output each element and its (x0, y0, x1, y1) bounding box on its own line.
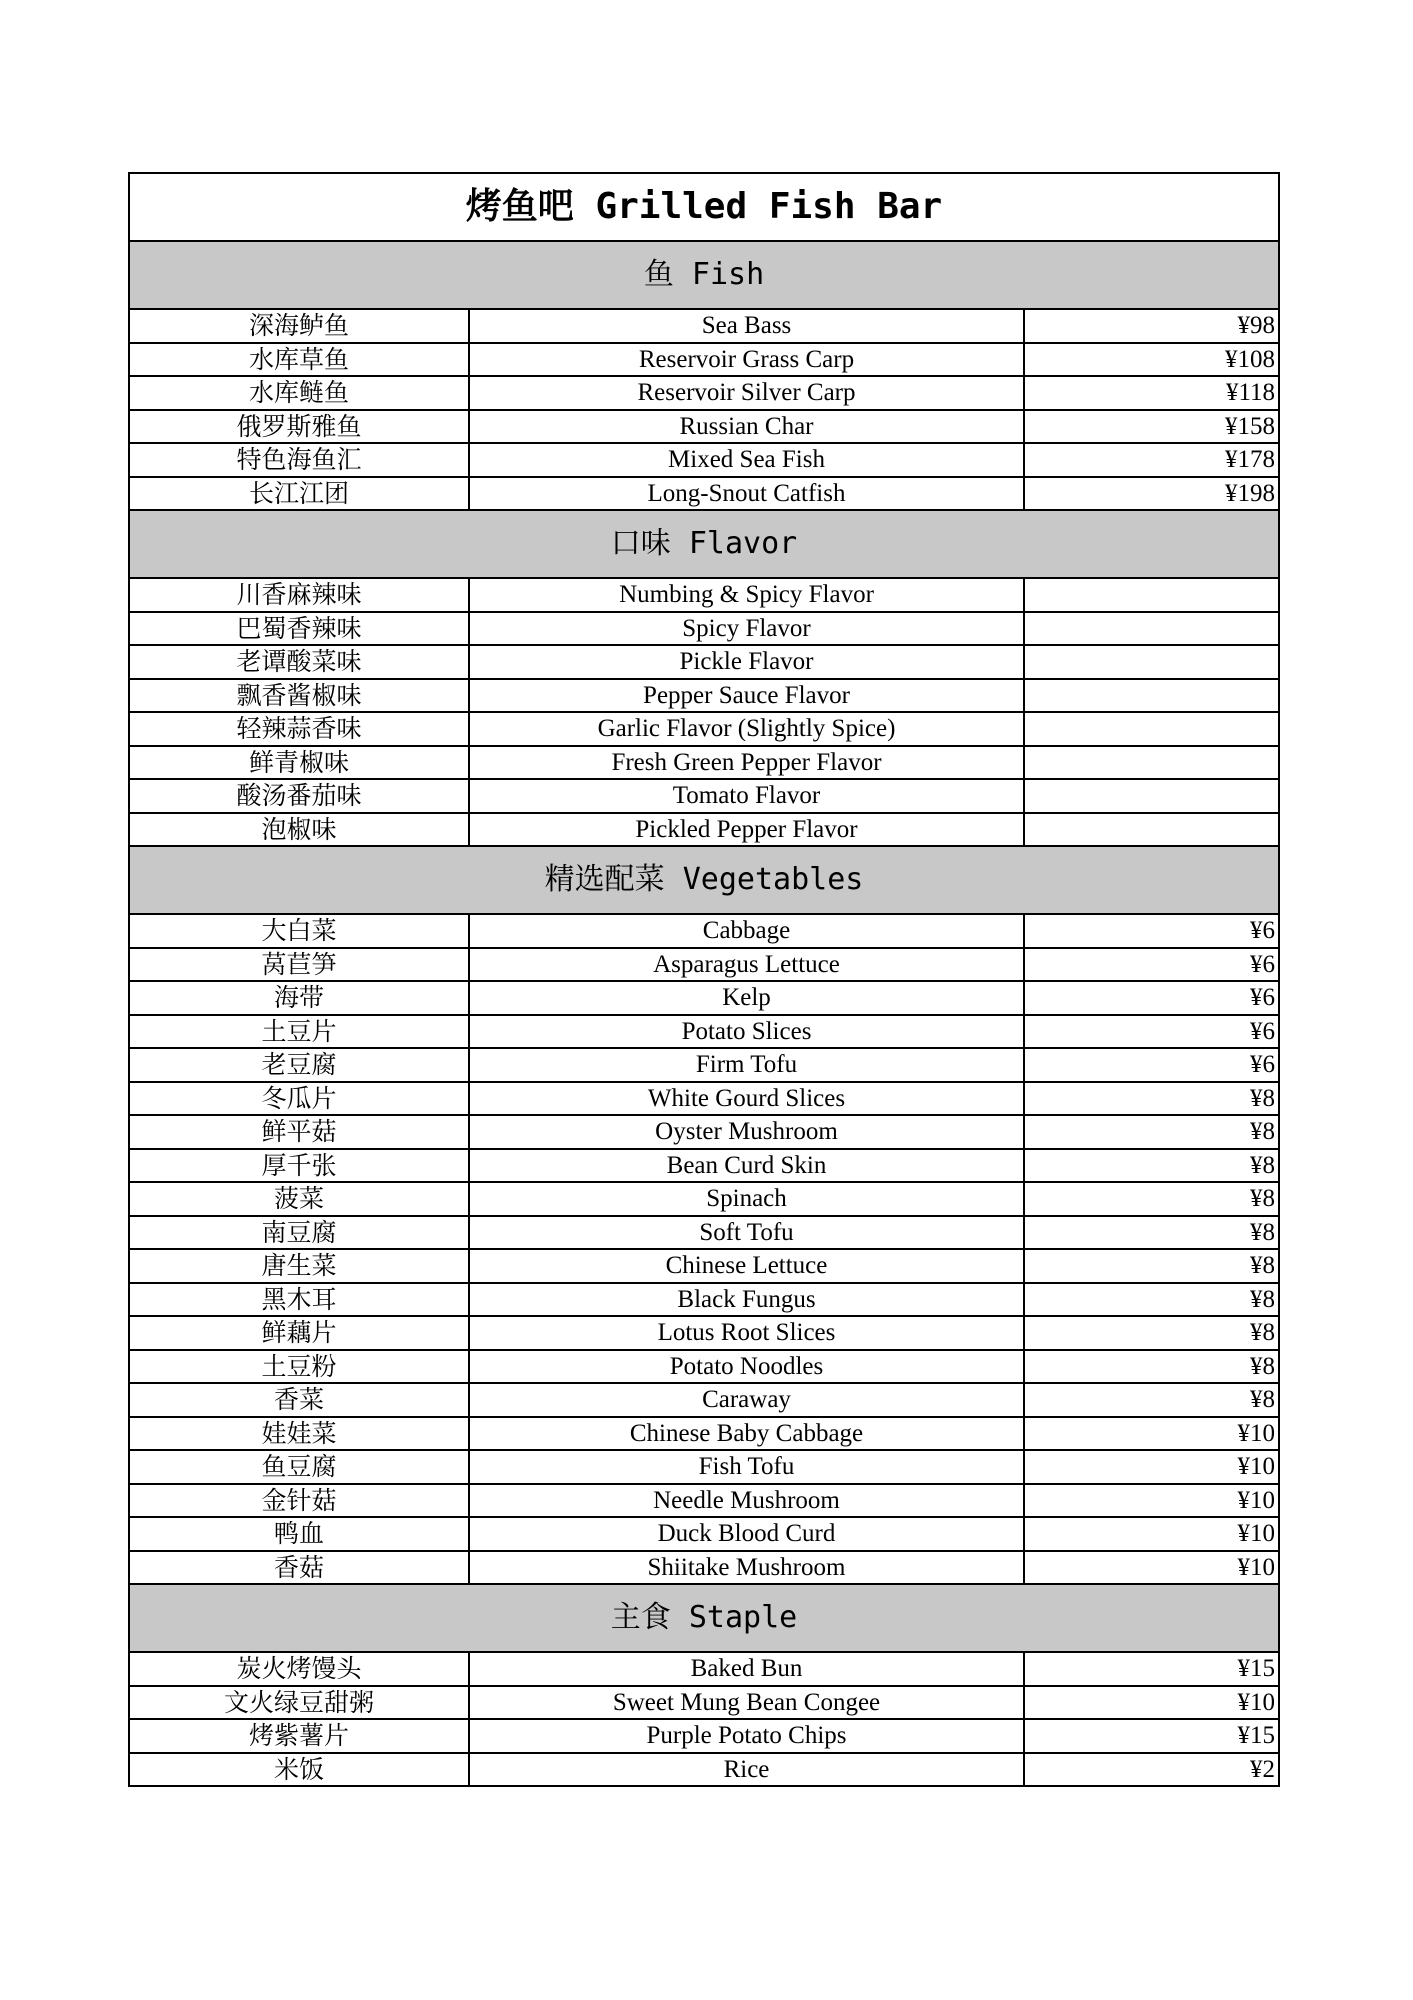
section-header-row (129, 846, 1279, 914)
item-price: ¥10 (1024, 1551, 1279, 1585)
menu-item-row (129, 1417, 1279, 1451)
menu-item-row (129, 578, 1279, 612)
menu-item-row (129, 612, 1279, 646)
item-english-name: Asparagus Lettuce (469, 948, 1024, 982)
menu-item-row (129, 1450, 1279, 1484)
item-english-name: Shiitake Mushroom (469, 1551, 1024, 1585)
item-english-name: Potato Noodles (469, 1350, 1024, 1384)
section-heading: 鱼 Fish (129, 241, 1279, 309)
item-chinese-name: 水库草鱼 (129, 343, 469, 377)
item-chinese-name: 水库鲢鱼 (129, 376, 469, 410)
menu-item-row (129, 1182, 1279, 1216)
item-english-name: White Gourd Slices (469, 1082, 1024, 1116)
item-price: ¥6 (1024, 981, 1279, 1015)
item-price: ¥10 (1024, 1686, 1279, 1720)
menu-item-row (129, 1048, 1279, 1082)
item-english-name: Black Fungus (469, 1283, 1024, 1317)
menu-item-row (129, 1551, 1279, 1585)
item-price: ¥8 (1024, 1249, 1279, 1283)
item-price: ¥10 (1024, 1484, 1279, 1518)
item-chinese-name: 特色海鱼汇 (129, 443, 469, 477)
item-price: ¥198 (1024, 477, 1279, 511)
item-english-name: Reservoir Grass Carp (469, 343, 1024, 377)
menu-item-row (129, 1015, 1279, 1049)
section-header-row (129, 510, 1279, 578)
item-chinese-name: 俄罗斯雅鱼 (129, 410, 469, 444)
item-price: ¥2 (1024, 1753, 1279, 1787)
item-chinese-name: 长江江团 (129, 477, 469, 511)
item-english-name: Garlic Flavor (Slightly Spice) (469, 712, 1024, 746)
menu-item-row (129, 813, 1279, 847)
item-price: ¥6 (1024, 1015, 1279, 1049)
item-price: ¥6 (1024, 1048, 1279, 1082)
menu-item-row (129, 1484, 1279, 1518)
item-english-name: Chinese Baby Cabbage (469, 1417, 1024, 1451)
section-heading: 口味 Flavor (129, 510, 1279, 578)
item-price: ¥10 (1024, 1417, 1279, 1451)
item-english-name: Russian Char (469, 410, 1024, 444)
item-chinese-name: 金针菇 (129, 1484, 469, 1518)
item-english-name: Potato Slices (469, 1015, 1024, 1049)
item-chinese-name: 南豆腐 (129, 1216, 469, 1250)
item-price (1024, 645, 1279, 679)
item-english-name: Needle Mushroom (469, 1484, 1024, 1518)
item-english-name: Sweet Mung Bean Congee (469, 1686, 1024, 1720)
item-english-name: Tomato Flavor (469, 779, 1024, 813)
item-chinese-name: 川香麻辣味 (129, 578, 469, 612)
item-english-name: Oyster Mushroom (469, 1115, 1024, 1149)
item-english-name: Sea Bass (469, 309, 1024, 343)
item-chinese-name: 大白菜 (129, 914, 469, 948)
item-chinese-name: 黑木耳 (129, 1283, 469, 1317)
item-price (1024, 612, 1279, 646)
item-chinese-name: 海带 (129, 981, 469, 1015)
item-english-name: Bean Curd Skin (469, 1149, 1024, 1183)
item-price (1024, 779, 1279, 813)
item-chinese-name: 香菜 (129, 1383, 469, 1417)
item-chinese-name: 香菇 (129, 1551, 469, 1585)
item-price: ¥8 (1024, 1383, 1279, 1417)
item-chinese-name: 娃娃菜 (129, 1417, 469, 1451)
menu-item-row (129, 1350, 1279, 1384)
item-english-name: Cabbage (469, 914, 1024, 948)
menu-item-row (129, 376, 1279, 410)
menu-item-row (129, 343, 1279, 377)
item-english-name: Baked Bun (469, 1652, 1024, 1686)
item-chinese-name: 深海鲈鱼 (129, 309, 469, 343)
item-english-name: Lotus Root Slices (469, 1316, 1024, 1350)
item-english-name: Spicy Flavor (469, 612, 1024, 646)
item-english-name: Reservoir Silver Carp (469, 376, 1024, 410)
item-english-name: Soft Tofu (469, 1216, 1024, 1250)
menu-item-row (129, 712, 1279, 746)
item-chinese-name: 厚千张 (129, 1149, 469, 1183)
menu-item-row (129, 410, 1279, 444)
item-chinese-name: 米饭 (129, 1753, 469, 1787)
menu-title: 烤鱼吧 Grilled Fish Bar (129, 173, 1279, 241)
section-heading: 精选配菜 Vegetables (129, 846, 1279, 914)
item-chinese-name: 唐生菜 (129, 1249, 469, 1283)
item-english-name: Purple Potato Chips (469, 1719, 1024, 1753)
item-price: ¥118 (1024, 376, 1279, 410)
menu-item-row (129, 1115, 1279, 1149)
item-chinese-name: 菠菜 (129, 1182, 469, 1216)
menu-item-row (129, 981, 1279, 1015)
item-english-name: Rice (469, 1753, 1024, 1787)
item-chinese-name: 鲜藕片 (129, 1316, 469, 1350)
menu-item-row (129, 645, 1279, 679)
menu-item-row (129, 779, 1279, 813)
item-chinese-name: 轻辣蒜香味 (129, 712, 469, 746)
item-price: ¥6 (1024, 948, 1279, 982)
item-price: ¥158 (1024, 410, 1279, 444)
item-price (1024, 578, 1279, 612)
item-price (1024, 746, 1279, 780)
menu-item-row (129, 1082, 1279, 1116)
item-price (1024, 813, 1279, 847)
item-chinese-name: 巴蜀香辣味 (129, 612, 469, 646)
item-english-name: Firm Tofu (469, 1048, 1024, 1082)
menu-item-row (129, 309, 1279, 343)
menu-item-row (129, 477, 1279, 511)
item-chinese-name: 飘香酱椒味 (129, 679, 469, 713)
item-price: ¥98 (1024, 309, 1279, 343)
item-chinese-name: 文火绿豆甜粥 (129, 1686, 469, 1720)
item-english-name: Duck Blood Curd (469, 1517, 1024, 1551)
item-chinese-name: 莴苣笋 (129, 948, 469, 982)
item-price (1024, 679, 1279, 713)
item-price: ¥10 (1024, 1517, 1279, 1551)
item-chinese-name: 鲜平菇 (129, 1115, 469, 1149)
item-chinese-name: 酸汤番茄味 (129, 779, 469, 813)
menu-item-row (129, 1249, 1279, 1283)
item-price (1024, 712, 1279, 746)
item-english-name: Fish Tofu (469, 1450, 1024, 1484)
item-english-name: Kelp (469, 981, 1024, 1015)
item-chinese-name: 土豆片 (129, 1015, 469, 1049)
item-price: ¥178 (1024, 443, 1279, 477)
item-english-name: Pickled Pepper Flavor (469, 813, 1024, 847)
item-price: ¥8 (1024, 1350, 1279, 1384)
menu-item-row (129, 1316, 1279, 1350)
menu-item-row (129, 679, 1279, 713)
item-chinese-name: 炭火烤馒头 (129, 1652, 469, 1686)
menu-item-row (129, 1216, 1279, 1250)
item-price: ¥8 (1024, 1316, 1279, 1350)
item-price: ¥10 (1024, 1450, 1279, 1484)
menu-item-row (129, 1686, 1279, 1720)
item-price: ¥8 (1024, 1283, 1279, 1317)
menu-item-row (129, 1383, 1279, 1417)
item-chinese-name: 冬瓜片 (129, 1082, 469, 1116)
section-heading: 主食 Staple (129, 1584, 1279, 1652)
item-price: ¥8 (1024, 1216, 1279, 1250)
item-price: ¥6 (1024, 914, 1279, 948)
item-english-name: Pickle Flavor (469, 645, 1024, 679)
item-chinese-name: 鸭血 (129, 1517, 469, 1551)
item-chinese-name: 老豆腐 (129, 1048, 469, 1082)
item-chinese-name: 鱼豆腐 (129, 1450, 469, 1484)
item-english-name: Long-Snout Catfish (469, 477, 1024, 511)
item-english-name: Chinese Lettuce (469, 1249, 1024, 1283)
menu-table (128, 172, 1280, 1787)
item-price: ¥8 (1024, 1149, 1279, 1183)
menu-item-row (129, 1719, 1279, 1753)
item-price: ¥8 (1024, 1182, 1279, 1216)
section-header-row (129, 241, 1279, 309)
item-chinese-name: 老谭酸菜味 (129, 645, 469, 679)
item-english-name: Caraway (469, 1383, 1024, 1417)
item-chinese-name: 泡椒味 (129, 813, 469, 847)
title-row (129, 173, 1279, 241)
menu-item-row (129, 914, 1279, 948)
menu-item-row (129, 746, 1279, 780)
item-english-name: Pepper Sauce Flavor (469, 679, 1024, 713)
item-english-name: Spinach (469, 1182, 1024, 1216)
menu-item-row (129, 1652, 1279, 1686)
menu-item-row (129, 1517, 1279, 1551)
menu-item-row (129, 948, 1279, 982)
item-english-name: Numbing & Spicy Flavor (469, 578, 1024, 612)
item-price: ¥8 (1024, 1115, 1279, 1149)
item-price: ¥108 (1024, 343, 1279, 377)
item-chinese-name: 鲜青椒味 (129, 746, 469, 780)
item-english-name: Mixed Sea Fish (469, 443, 1024, 477)
menu-body (129, 173, 1279, 1786)
item-chinese-name: 烤紫薯片 (129, 1719, 469, 1753)
menu-item-row (129, 443, 1279, 477)
item-chinese-name: 土豆粉 (129, 1350, 469, 1384)
item-english-name: Fresh Green Pepper Flavor (469, 746, 1024, 780)
item-price: ¥15 (1024, 1652, 1279, 1686)
section-header-row (129, 1584, 1279, 1652)
item-price: ¥15 (1024, 1719, 1279, 1753)
menu-item-row (129, 1753, 1279, 1787)
menu-item-row (129, 1149, 1279, 1183)
item-price: ¥8 (1024, 1082, 1279, 1116)
menu-item-row (129, 1283, 1279, 1317)
